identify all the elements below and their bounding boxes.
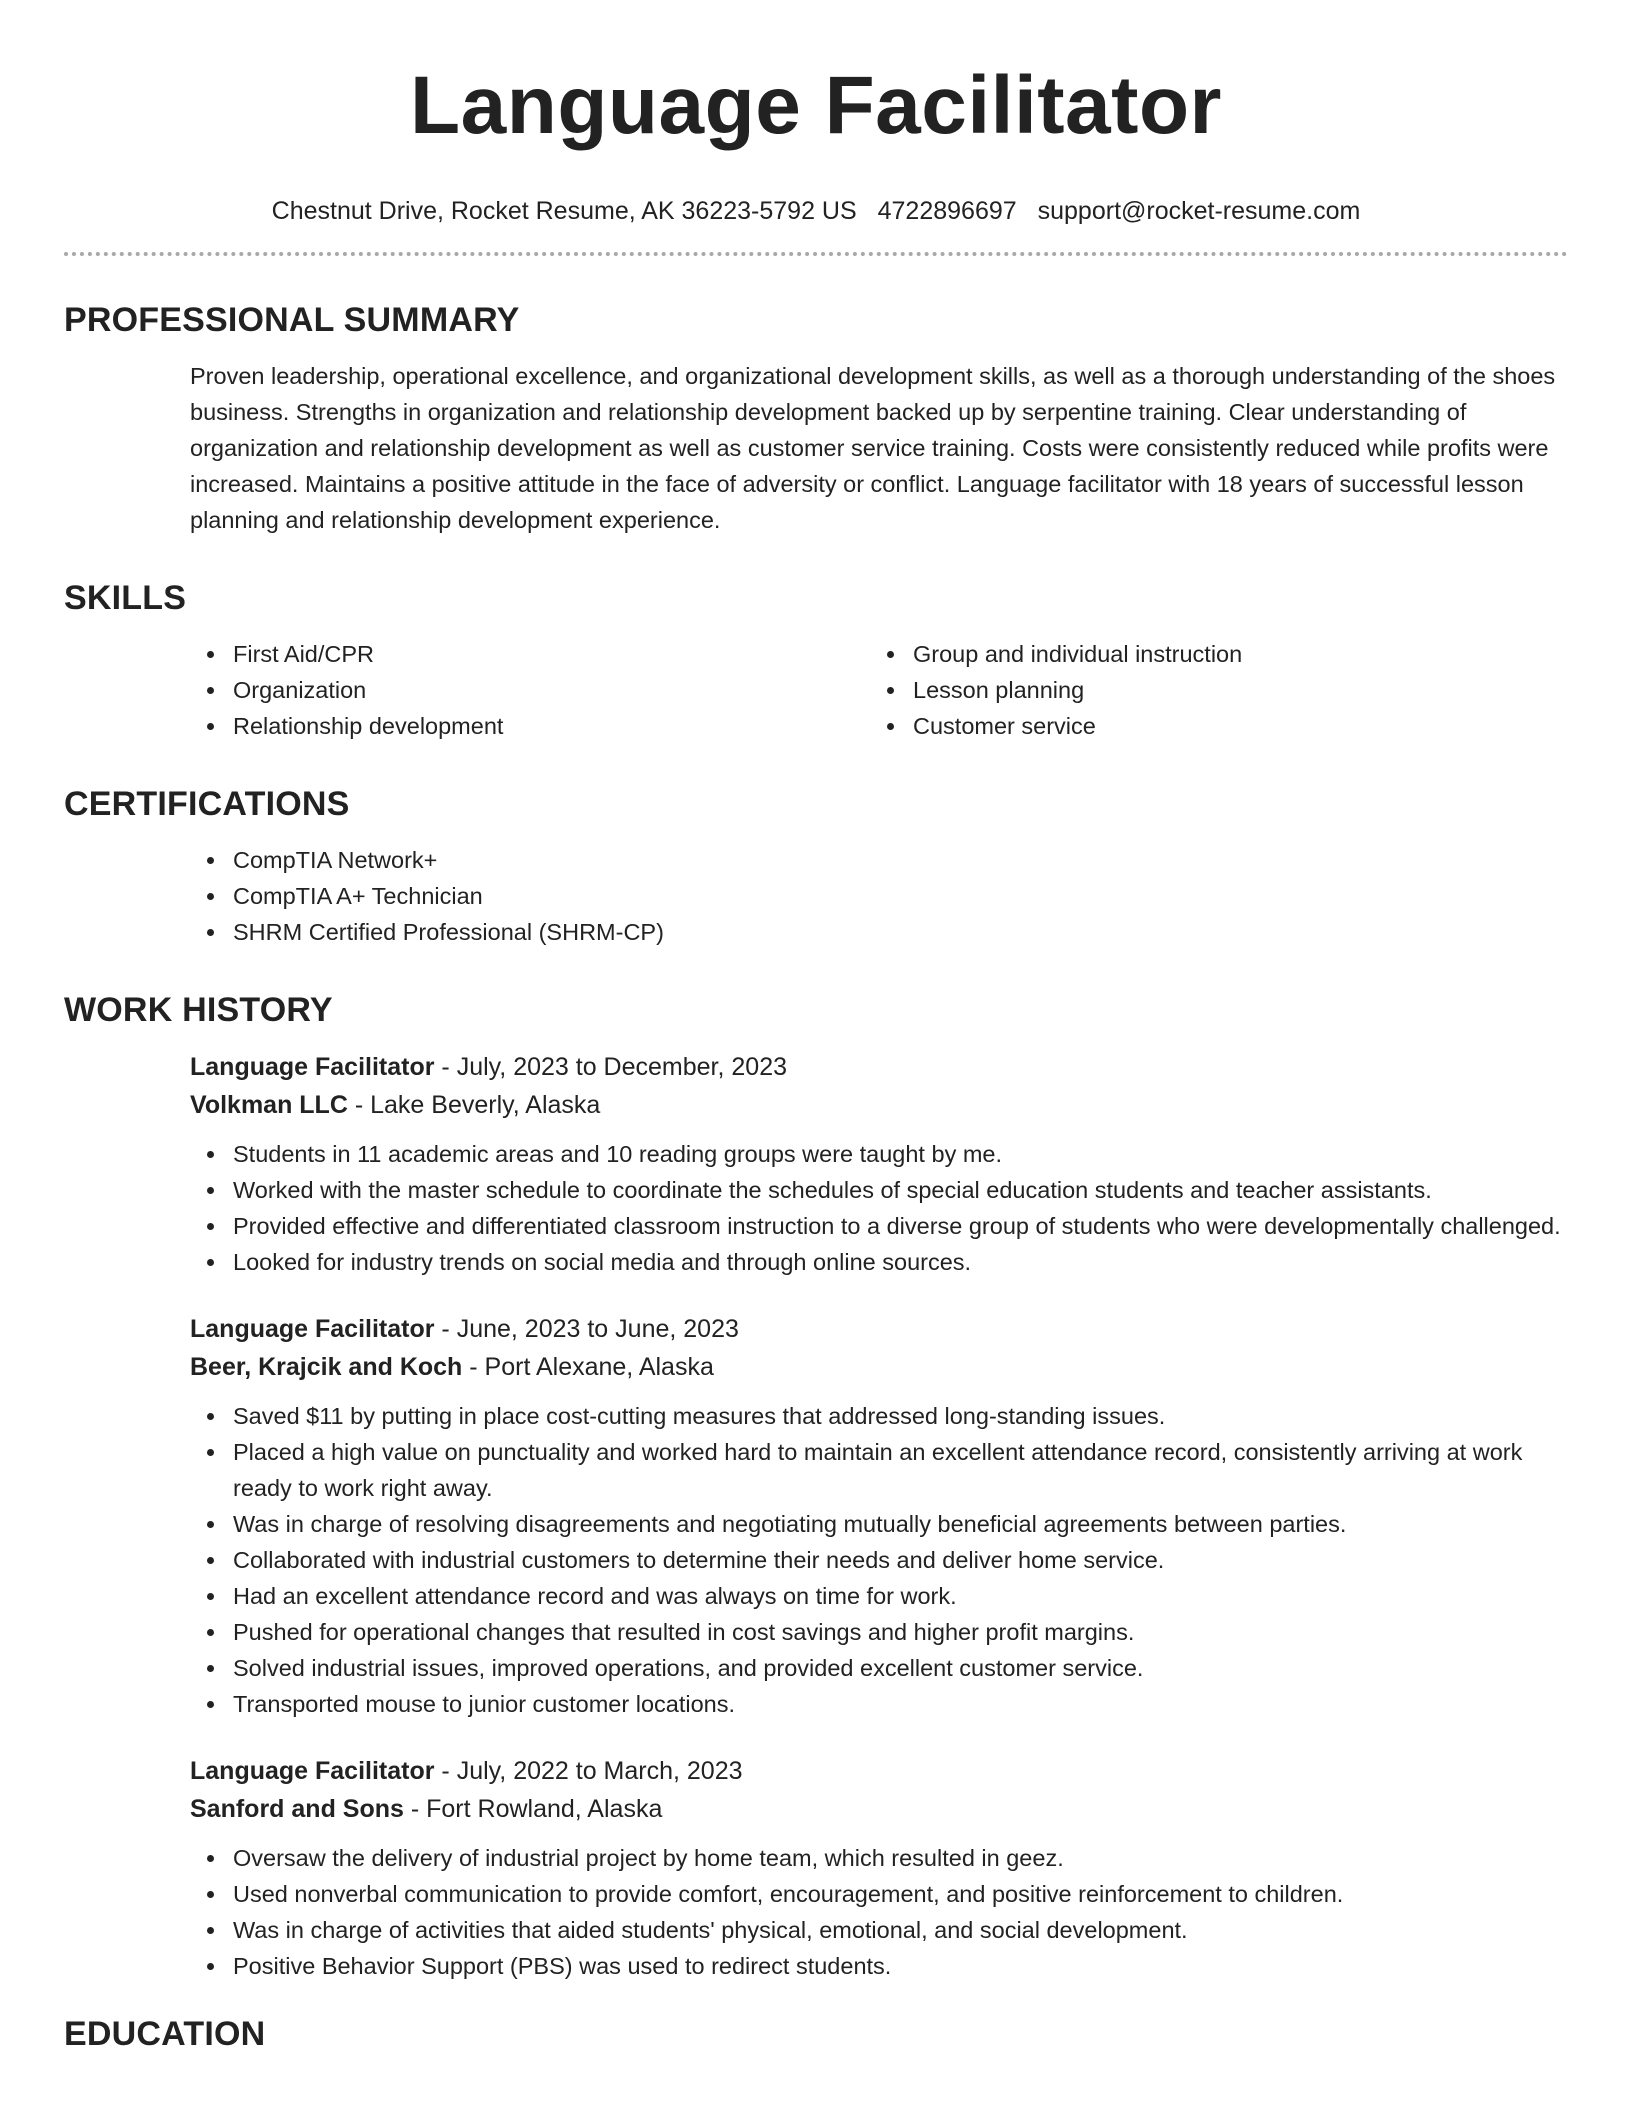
job-entry bbox=[190, 1048, 1568, 1280]
candidate-name: Language Facilitator bbox=[410, 60, 1222, 151]
resume-header bbox=[64, 0, 1568, 226]
job-bullet: Worked with the master schedule to coordinate the schedules of special education students and teacher assistants. bbox=[233, 1172, 1568, 1208]
job-bullet: Placed a high value on punctuality and worked hard to maintain an excellent attendance record, consistently arriving at work ready to work right away. bbox=[233, 1434, 1568, 1506]
job-company: Beer, Krajcik and Koch bbox=[190, 1353, 463, 1381]
certifications-section bbox=[64, 784, 1568, 950]
education-section bbox=[64, 2014, 1568, 2054]
job-dates: - July, 2022 to March, 2023 bbox=[434, 1757, 743, 1785]
job-role: Language Facilitator bbox=[190, 1757, 435, 1785]
job-title-line bbox=[190, 1048, 1568, 1086]
job-title-line bbox=[190, 1752, 1568, 1790]
certification-item: CompTIA Network+ bbox=[233, 842, 1568, 878]
job-location: - Port Alexane, Alaska bbox=[462, 1353, 714, 1381]
job-dates: - July, 2023 to December, 2023 bbox=[434, 1053, 787, 1081]
job-bullet: Saved $11 by putting in place cost-cutting measures that addressed long-standing issues. bbox=[233, 1398, 1568, 1434]
job-dates: - June, 2023 to June, 2023 bbox=[434, 1315, 739, 1343]
certifications-title: CERTIFICATIONS bbox=[64, 785, 350, 823]
job-location: - Lake Beverly, Alaska bbox=[347, 1091, 601, 1119]
certification-item: SHRM Certified Professional (SHRM-CP) bbox=[233, 914, 1568, 950]
summary-title: PROFESSIONAL SUMMARY bbox=[64, 301, 520, 339]
education-title: EDUCATION bbox=[64, 2015, 266, 2053]
certification-item: CompTIA A+ Technician bbox=[233, 878, 1568, 914]
job-bullet: Positive Behavior Support (PBS) was used to redirect students. bbox=[233, 1948, 1568, 1984]
contact-phone: 4722896697 bbox=[877, 197, 1017, 225]
job-company: Sanford and Sons bbox=[190, 1795, 404, 1823]
job-bullet: Was in charge of resolving disagreements and negotiating mutually beneficial agreements between parties. bbox=[233, 1506, 1568, 1542]
skills-title: SKILLS bbox=[64, 579, 187, 617]
job-role: Language Facilitator bbox=[190, 1053, 435, 1081]
job-bullet: Transported mouse to junior customer locations. bbox=[233, 1686, 1568, 1722]
skill-item: Relationship development bbox=[233, 708, 870, 744]
job-company: Volkman LLC bbox=[190, 1091, 348, 1119]
skills-grid bbox=[190, 636, 1568, 744]
summary-text: Proven leadership, operational excellence, and organizational development skills, as well as a thorough understanding of the shoes business. Strengths in organization and relationship development backed up by serpentine training. Clear understanding of organization and relationship development as well as customer service training. Costs were consistently reduced while profits were increased. Maintains a positive attitude in the face of adversity or conflict. Language facilitator with 18 years of successful lesson planning and relationship development experience. bbox=[190, 363, 1556, 533]
skill-item: Lesson planning bbox=[913, 672, 1550, 708]
skill-item: Group and individual instruction bbox=[913, 636, 1550, 672]
header-divider bbox=[64, 252, 1568, 256]
job-bullet: Looked for industry trends on social media and through online sources. bbox=[233, 1244, 1568, 1280]
job-role: Language Facilitator bbox=[190, 1315, 435, 1343]
job-bullet: Collaborated with industrial customers to determine their needs and deliver home service. bbox=[233, 1542, 1568, 1578]
skill-item: Customer service bbox=[913, 708, 1550, 744]
summary-section bbox=[64, 300, 1568, 538]
job-bullet: Solved industrial issues, improved operations, and provided excellent customer service. bbox=[233, 1650, 1568, 1686]
job-bullet: Had an excellent attendance record and was always on time for work. bbox=[233, 1578, 1568, 1614]
work-history-title: WORK HISTORY bbox=[64, 991, 333, 1029]
job-bullet: Pushed for operational changes that resulted in cost savings and higher profit margins. bbox=[233, 1614, 1568, 1650]
skills-column-left bbox=[190, 636, 870, 744]
skill-item: First Aid/CPR bbox=[233, 636, 870, 672]
job-company-line bbox=[190, 1348, 1568, 1386]
contact-line bbox=[64, 196, 1568, 226]
job-company-line bbox=[190, 1790, 1568, 1828]
job-entry bbox=[190, 1310, 1568, 1722]
job-entry bbox=[190, 1752, 1568, 1984]
job-bullet: Used nonverbal communication to provide comfort, encouragement, and positive reinforcement to children. bbox=[233, 1876, 1568, 1912]
skills-column-right bbox=[870, 636, 1550, 744]
job-company-line bbox=[190, 1086, 1568, 1124]
work-history-section bbox=[64, 990, 1568, 1984]
job-location: - Fort Rowland, Alaska bbox=[403, 1795, 663, 1823]
job-bullet: Students in 11 academic areas and 10 reading groups were taught by me. bbox=[233, 1136, 1568, 1172]
job-title-line bbox=[190, 1310, 1568, 1348]
skill-item: Organization bbox=[233, 672, 870, 708]
job-bullet: Oversaw the delivery of industrial project by home team, which resulted in geez. bbox=[233, 1840, 1568, 1876]
skills-section bbox=[64, 578, 1568, 744]
contact-email: support@rocket-resume.com bbox=[1037, 197, 1361, 225]
job-bullet: Provided effective and differentiated classroom instruction to a diverse group of students who were developmentally challenged. bbox=[233, 1208, 1568, 1244]
job-bullet: Was in charge of activities that aided students' physical, emotional, and social development. bbox=[233, 1912, 1568, 1948]
contact-address: Chestnut Drive, Rocket Resume, AK 36223-5792 US bbox=[271, 197, 857, 225]
